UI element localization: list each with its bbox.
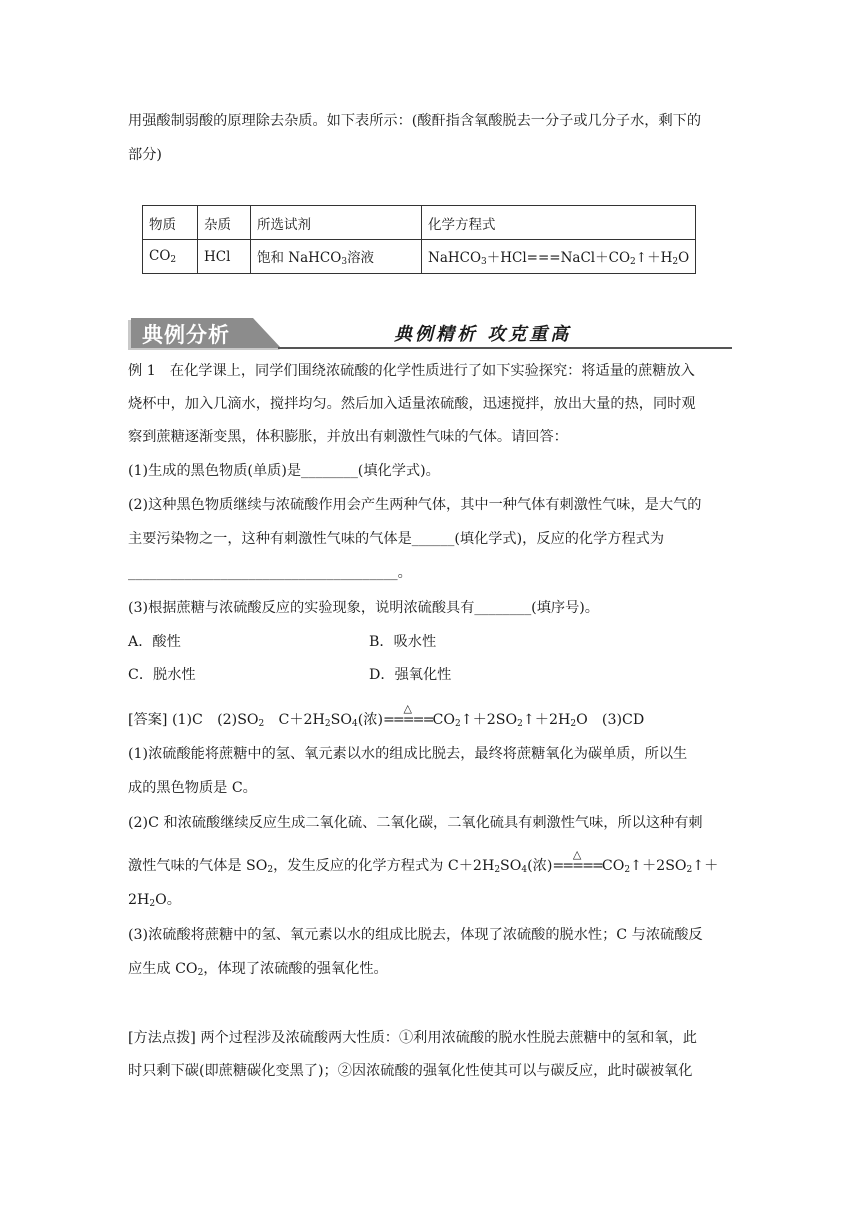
- method-line-2: 时只剩下碳(即蔗糖碳化变黑了)；②因浓硫酸的强氧化性使其可以与碳反应，此时碳被氧化: [128, 1063, 693, 1079]
- option-b: B．吸水性: [369, 634, 437, 650]
- section-banner: [128, 316, 732, 350]
- option-d: D．强氧化性: [369, 667, 452, 683]
- option-c: C．脱水性: [128, 667, 196, 683]
- method-line-1: [方法点拨] 两个过程涉及浓硫酸两大性质：①利用浓硫酸的脱水性脱去蔗糖中的氢和氧，此: [128, 1030, 697, 1046]
- header-equation: 化学方程式: [422, 206, 696, 240]
- header-reagent: 所选试剂: [251, 206, 422, 240]
- option-a: A．酸性: [128, 634, 181, 650]
- example-line-1: 例 1 在化学课上，同学们围绕浓硫酸的化学性质进行了如下实验探究：将适量的蔗糖放入: [128, 363, 695, 379]
- example-line-2: 烧杯中，加入几滴水，搅拌均匀。然后加入适量浓硫酸，迅速搅拌，放出大量的热，同时观: [128, 396, 696, 412]
- analysis-1-line-2: 成的黑色物质是 C。: [128, 780, 257, 796]
- analysis-2-line-2: 激性气味的气体是 $SO_2$，发生反应的化学方程式为 $C+2H_2SO_4$(浓) △ $=====CO_2↑+2SO_2↑+$: [128, 848, 719, 875]
- analysis-3-line-1: (3)浓硫酸将蔗糖中的氢、氧元素以水的组成比脱去，体现了浓硫酸的脱水性；C 与浓硫酸反: [128, 927, 703, 943]
- cell-reagent: 饱和 NaHCO$_3$溶液: [251, 240, 422, 274]
- question-3: (3)根据蔗糖与浓硫酸反应的实验现象，说明浓硫酸具有________(填序号)。: [128, 600, 599, 616]
- intro-line-2: 部分): [128, 147, 162, 163]
- cell-substance: $CO_2$: [143, 240, 198, 274]
- question-2-line-3: ______________________________________。: [128, 565, 412, 581]
- analysis-2-line-1: (2)C 和浓硫酸继续反应生成二氧化硫、二氧化碳，二氧化硫具有刺激性气味，所以这种有刺: [128, 815, 703, 831]
- analysis-2-line-3: $2H_2O$。: [128, 892, 181, 909]
- banner-title: 典例分析: [142, 323, 230, 347]
- impurity-table: [142, 205, 696, 274]
- banner-subtitle: 典例精析 攻克重高: [394, 324, 572, 345]
- analysis-1-line-1: (1)浓硫酸能将蔗糖中的氢、氧元素以水的组成比脱去，最终将蔗糖氧化为碳单质，所以生: [128, 746, 688, 762]
- header-substance: 物质: [143, 206, 198, 240]
- question-1: (1)生成的黑色物质(单质)是________(填化学式)。: [128, 463, 440, 479]
- answer-line: [答案] (1)C $(2)SO_2$ $C+2H_2SO_4$(浓) △ $=====CO_2↑+2SO_2↑+2H_2O$ (3)CD: [128, 702, 645, 729]
- cell-impurity: HCl: [198, 240, 251, 274]
- banner-rule: [278, 347, 732, 349]
- heat-condition-sign: △ =====: [552, 848, 602, 874]
- question-2-line-2: 主要污染物之一，这种有刺激性气味的气体是______(填化学式)，反应的化学方程式为: [128, 531, 665, 547]
- table-header-row: [143, 206, 696, 240]
- analysis-3-line-2: 应生成 $CO_2$，体现了浓硫酸的强氧化性。: [128, 961, 388, 978]
- table-row: [143, 240, 696, 274]
- heat-condition-sign: △ =====: [383, 702, 433, 728]
- cell-equation: $NaHCO_3+HCl===NaCl+CO_2↑+H_2O$: [422, 240, 696, 274]
- intro-line-1: 用强酸制弱酸的原理除去杂质。如下表所示：(酸酐指含氧酸脱去一分子或几分子水，剩下的: [128, 113, 702, 129]
- header-impurity: 杂质: [198, 206, 251, 240]
- question-2-line-1: (2)这种黑色物质继续与浓硫酸作用会产生两种气体，其中一种气体有刺激性气味，是大气的: [128, 497, 702, 513]
- example-line-3: 察到蔗糖逐渐变黑，体积膨胀，并放出有刺激性气味的气体。请回答：: [128, 429, 568, 445]
